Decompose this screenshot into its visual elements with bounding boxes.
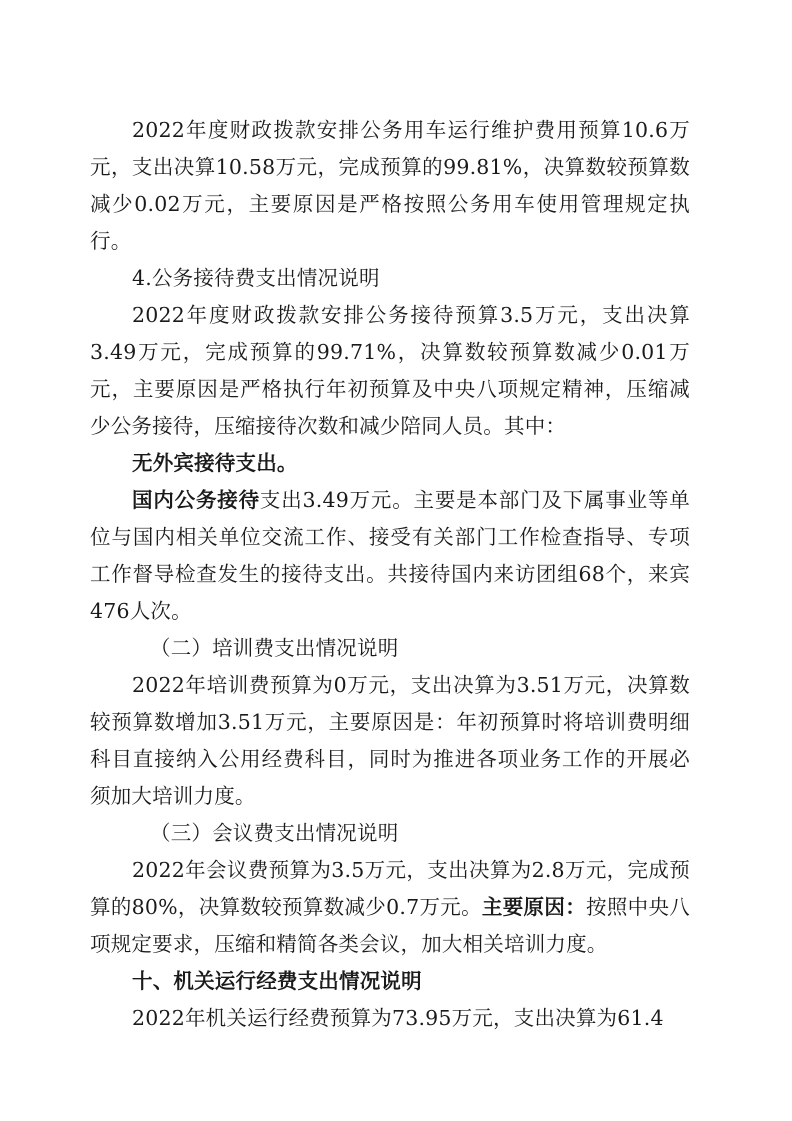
meeting-reason-label: 主要原因： [481, 895, 587, 919]
meeting-budget-text: 2022年会议费预算为3.5万元，支出决算为2.8万元，完成预算的80%，决算数较预算数减少0.7万元。 [90, 858, 690, 919]
paragraph-foreign-reception: 无外宾接待支出。 [132, 451, 298, 475]
meeting-reason-text: 按照中央八项规定要求，压缩和精简各类会议，加大相关培训力度。 [90, 895, 691, 956]
paragraph-meeting-budget [90, 852, 690, 963]
heading-meeting-expense: （三）会议费支出情况说明 [150, 821, 399, 845]
domestic-reception-label: 国内公务接待 [132, 488, 260, 512]
heading-operating-expense: 十、机关运行经费支出情况说明 [132, 969, 422, 993]
paragraph-domestic-reception [90, 482, 690, 630]
heading-reception-expense: 4.公务接待费支出情况说明 [132, 266, 380, 290]
paragraph-reception-budget: 2022年度财政拨款安排公务接待预算3.5万元，支出决算3.49万元，完成预算的99.71%，决算数较预算数减少0.01万元，主要原因是严格执行年初预算及中央八项规定精神，压缩减少公务接待，压缩接待次数和减少陪同人员。其中： [90, 303, 690, 438]
paragraph-vehicle-maintenance: 2022年度财政拨款安排公务用车运行维护费用预算10.6万元，支出决算10.58万元，完成预算的99.81%，决算数较预算数减少0.02万元，主要原因是严格按照公务用车使用管理规定执行。 [90, 118, 690, 253]
paragraph-training-budget: 2022年培训费预算为0万元，支出决算为3.51万元，决算数较预算数增加3.51万元，主要原因是：年初预算时将培训费明细科目直接纳入公用经费科目，同时为推进各项业务工作的开展必须加大培训力度。 [90, 673, 690, 808]
heading-training-expense: （二）培训费支出情况说明 [150, 636, 399, 660]
document-page [90, 112, 690, 1037]
domestic-reception-text: 支出3.49万元。主要是本部门及下属事业等单位与国内相关单位交流工作、接受有关部门工作检查指导、专项工作督导检查发生的接待支出。共接待国内来访团组68个，来宾476人次。 [90, 488, 690, 623]
paragraph-operating-budget: 2022年机关运行经费预算为73.95万元，支出决算为61.4 [132, 1006, 664, 1030]
